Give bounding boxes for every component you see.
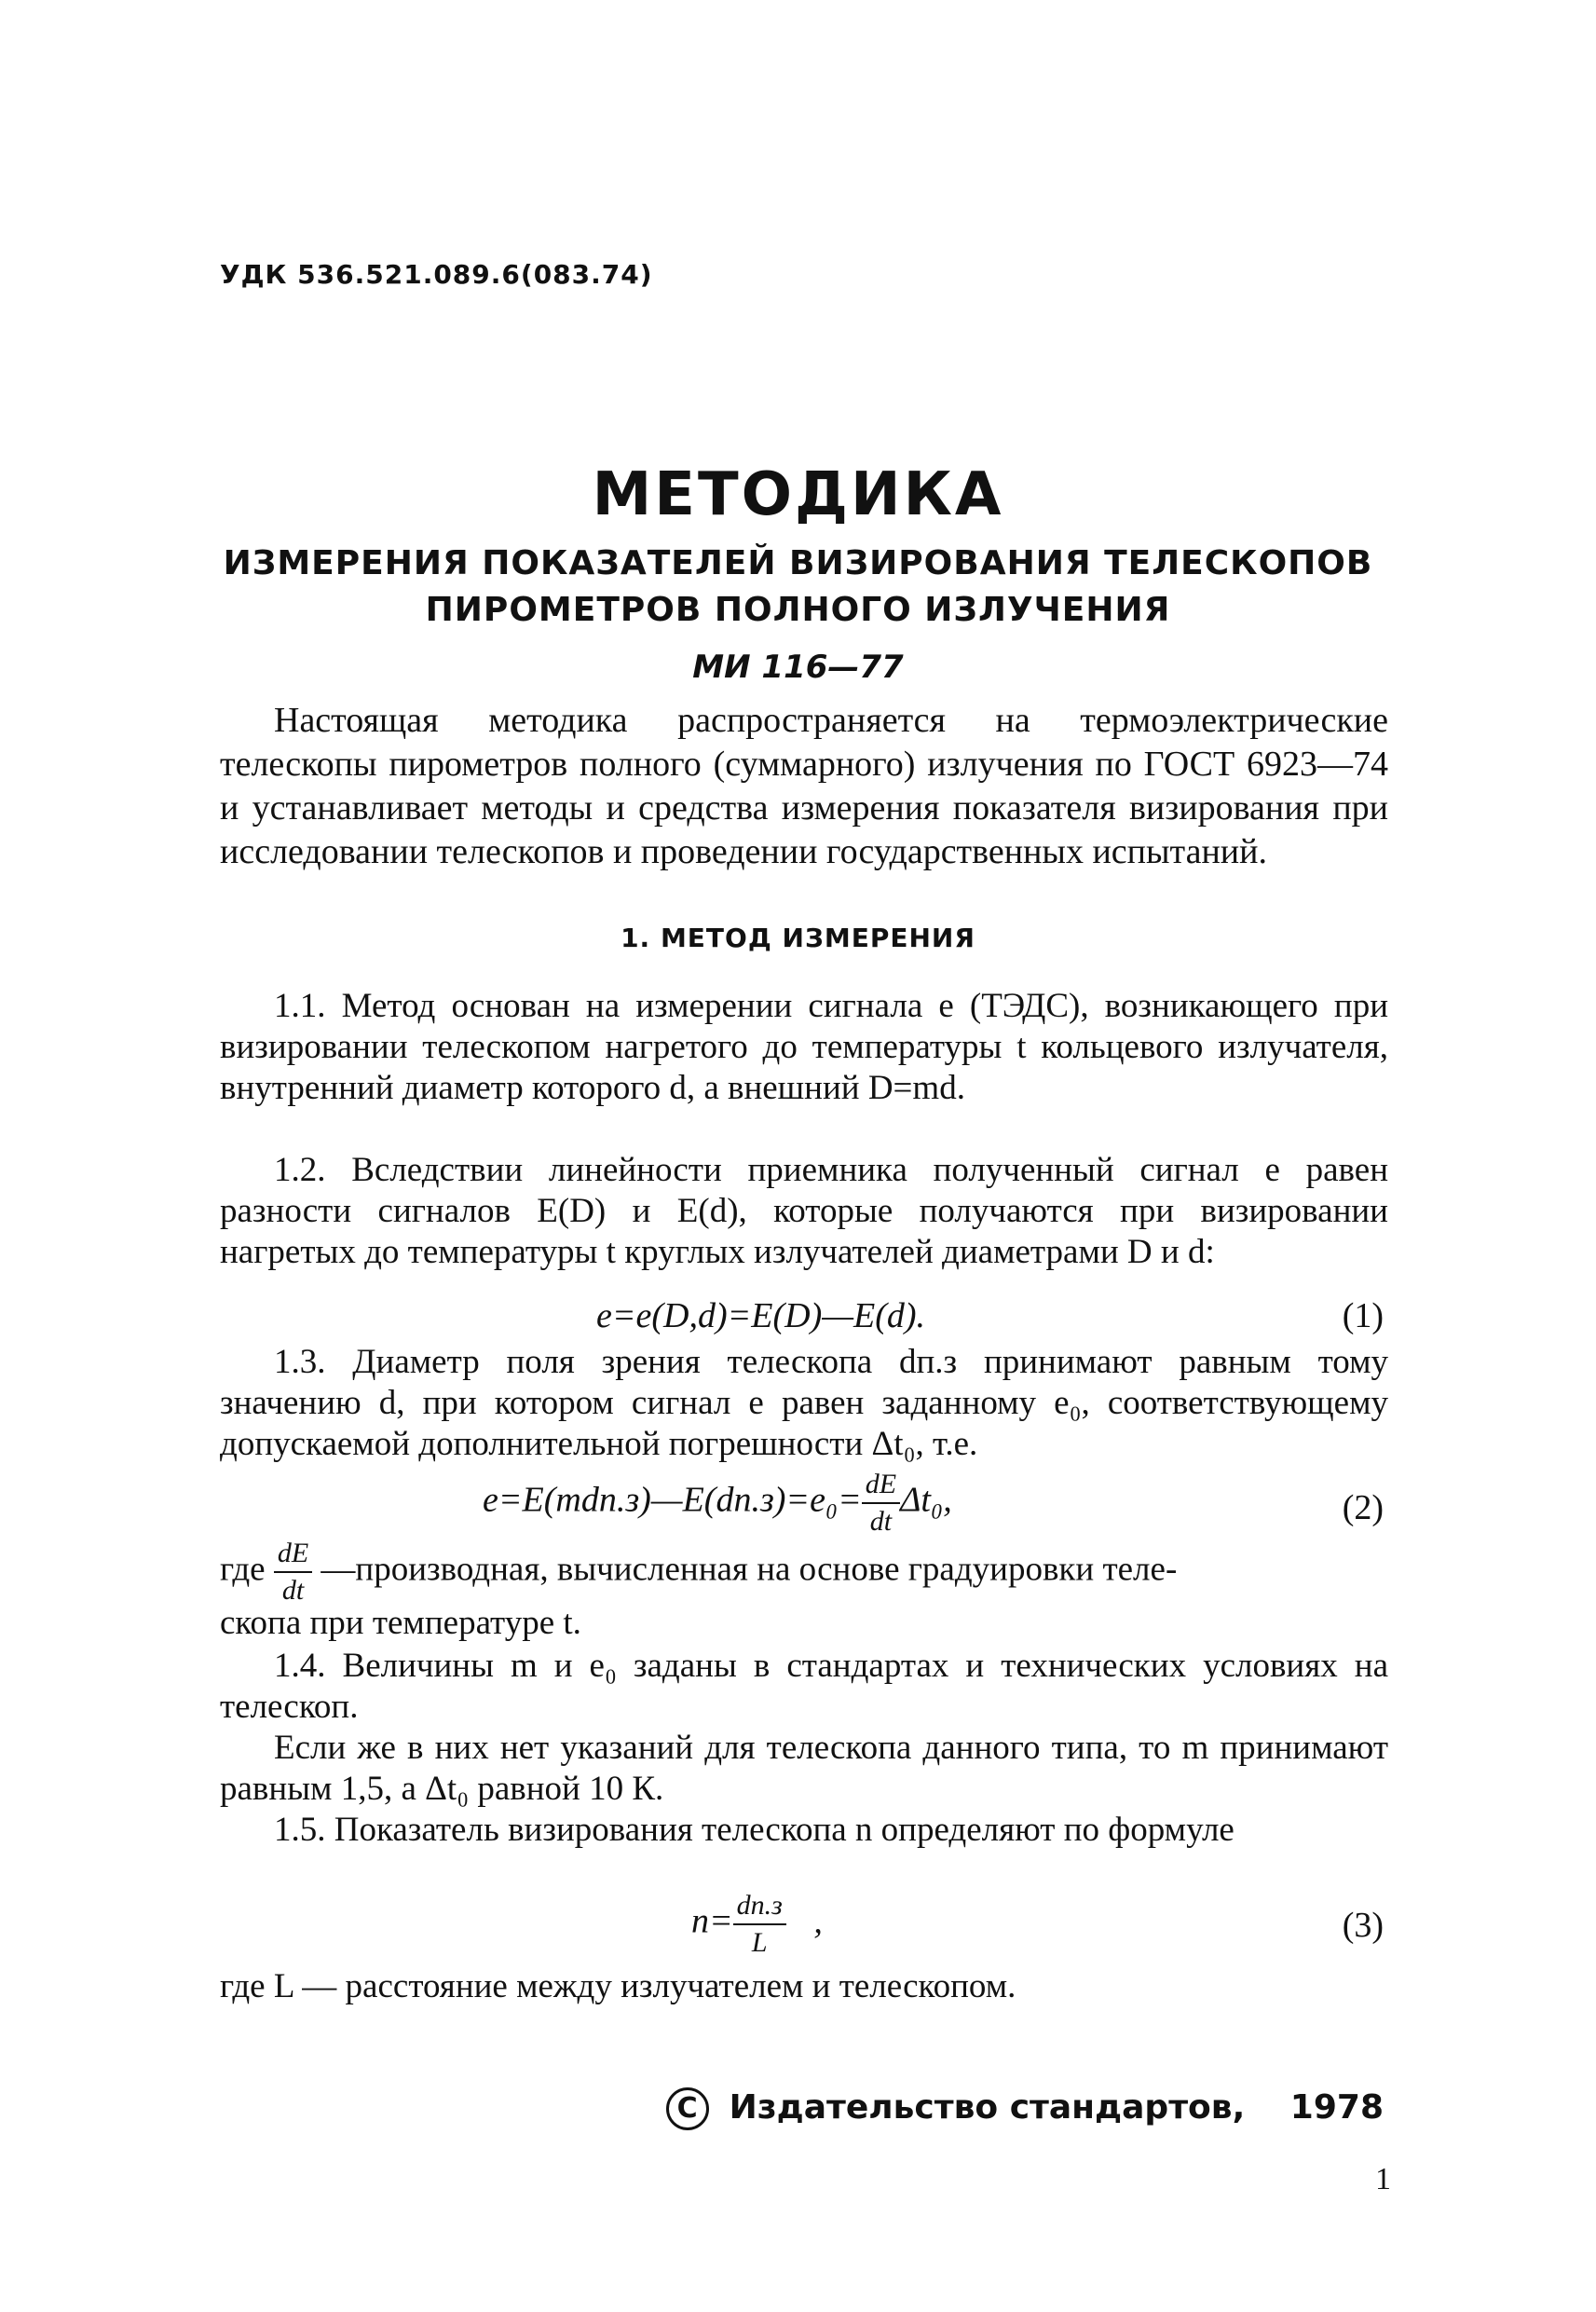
paragraph-1-2: 1.2. Вследствии линейности приемника полученный сигнал e равен разности сигналов E(D) и E(d), которые получаются при визировании нагретых до температуры t круглых излучателей диаметрами D и d:: [220, 1151, 1388, 1271]
equation-2-numerator: dE: [862, 1471, 900, 1504]
derivative-definition: [220, 1539, 1177, 1605]
derivative-numerator: dE: [274, 1539, 312, 1573]
equation-1: e=e(D,d)=E(D)—E(d).: [596, 1296, 926, 1335]
equation-2-number: (2): [1342, 1488, 1384, 1527]
intro-text: Настоящая методика распространяется на термоэлектрические телескопы пирометров полного (суммарного) излучения по ГОСТ 6923—74 и устанавливает методы и средства измерения показателя визирования при исследовании телескопов и проведении государственных испытаний.: [220, 701, 1388, 871]
publisher-name: Издательство стандартов,: [729, 2088, 1246, 2127]
equation-3-left: n=: [691, 1901, 733, 1941]
copyright-icon: C: [666, 2087, 709, 2130]
equation-3-comma: ,: [813, 1901, 823, 1941]
distance-definition: где L — расстояние между излучателем и телескопом.: [220, 1967, 1016, 2005]
equation-2-right: Δt₀,: [900, 1480, 952, 1520]
equation-2-denominator: dt: [869, 1506, 893, 1537]
equation-2-left: e=E(mdп.з)—E(dп.з)=e₀=: [483, 1480, 862, 1520]
paragraph-1-5: 1.5. Показатель визирования телескопа n определяют по формуле: [274, 1811, 1235, 1849]
publisher-footer: [666, 2087, 1384, 2130]
equation-3-denominator: L: [751, 1927, 768, 1958]
derivative-text: —производная, вычисленная на основе градуировки теле-: [321, 1550, 1178, 1589]
page-number: 1: [1375, 2162, 1391, 2196]
paragraph-1-3: 1.3. Диаметр поля зрения телескопа dп.з принимают равным тому значению d, при котором сигнал e равен заданному e₀, соответствующему допускаемой дополнительной погрешности Δt₀, т.е.: [220, 1343, 1388, 1463]
document-subtitle-line-2: ПИРОМЕТРОВ ПОЛНОГО ИЗЛУЧЕНИЯ: [425, 591, 1171, 629]
document-subtitle-line-1: ИЗМЕРЕНИЯ ПОКАЗАТЕЛЕЙ ВИЗИРОВАНИЯ ТЕЛЕСКОПОВ: [223, 544, 1373, 582]
equation-3: [691, 1892, 823, 1957]
section-heading: 1. МЕТОД ИЗМЕРЕНИЯ: [621, 923, 975, 953]
document-code: МИ 116—77: [692, 649, 904, 686]
equation-1-number: (1): [1342, 1296, 1384, 1335]
derivative-continuation: скопа при температуре t.: [220, 1604, 581, 1642]
equation-2: [483, 1471, 952, 1536]
where-prefix: где: [220, 1550, 266, 1589]
intro-paragraph: [220, 699, 1388, 874]
derivative-denominator: dt: [281, 1575, 305, 1606]
equation-2-fraction: [862, 1471, 900, 1536]
publication-year: 1978: [1289, 2088, 1384, 2127]
equation-3-number: (3): [1342, 1906, 1384, 1945]
document-title: МЕТОДИКА: [592, 460, 1004, 529]
paragraph-1-1: 1.1. Метод основан на измерении сигнала e (ТЭДС), возникающего при визировании телескопом нагретого до температуры t кольцевого излучателя, внутренний диаметр которого d, а внешний D=md.: [220, 987, 1388, 1107]
equation-3-fraction: [733, 1892, 786, 1957]
paragraph-1-4-cont: Если же в них нет указаний для телескопа данного типа, то m принимают равным 1,5, а Δt₀ равной 10 К.: [220, 1729, 1388, 1808]
udc-code: УДК 536.521.089.6(083.74): [220, 259, 653, 290]
paragraph-1-4: 1.4. Величины m и e₀ заданы в стандартах и технических условиях на телескоп.: [220, 1647, 1388, 1726]
equation-3-numerator: dп.з: [733, 1892, 786, 1925]
derivative-fraction: [274, 1539, 312, 1605]
